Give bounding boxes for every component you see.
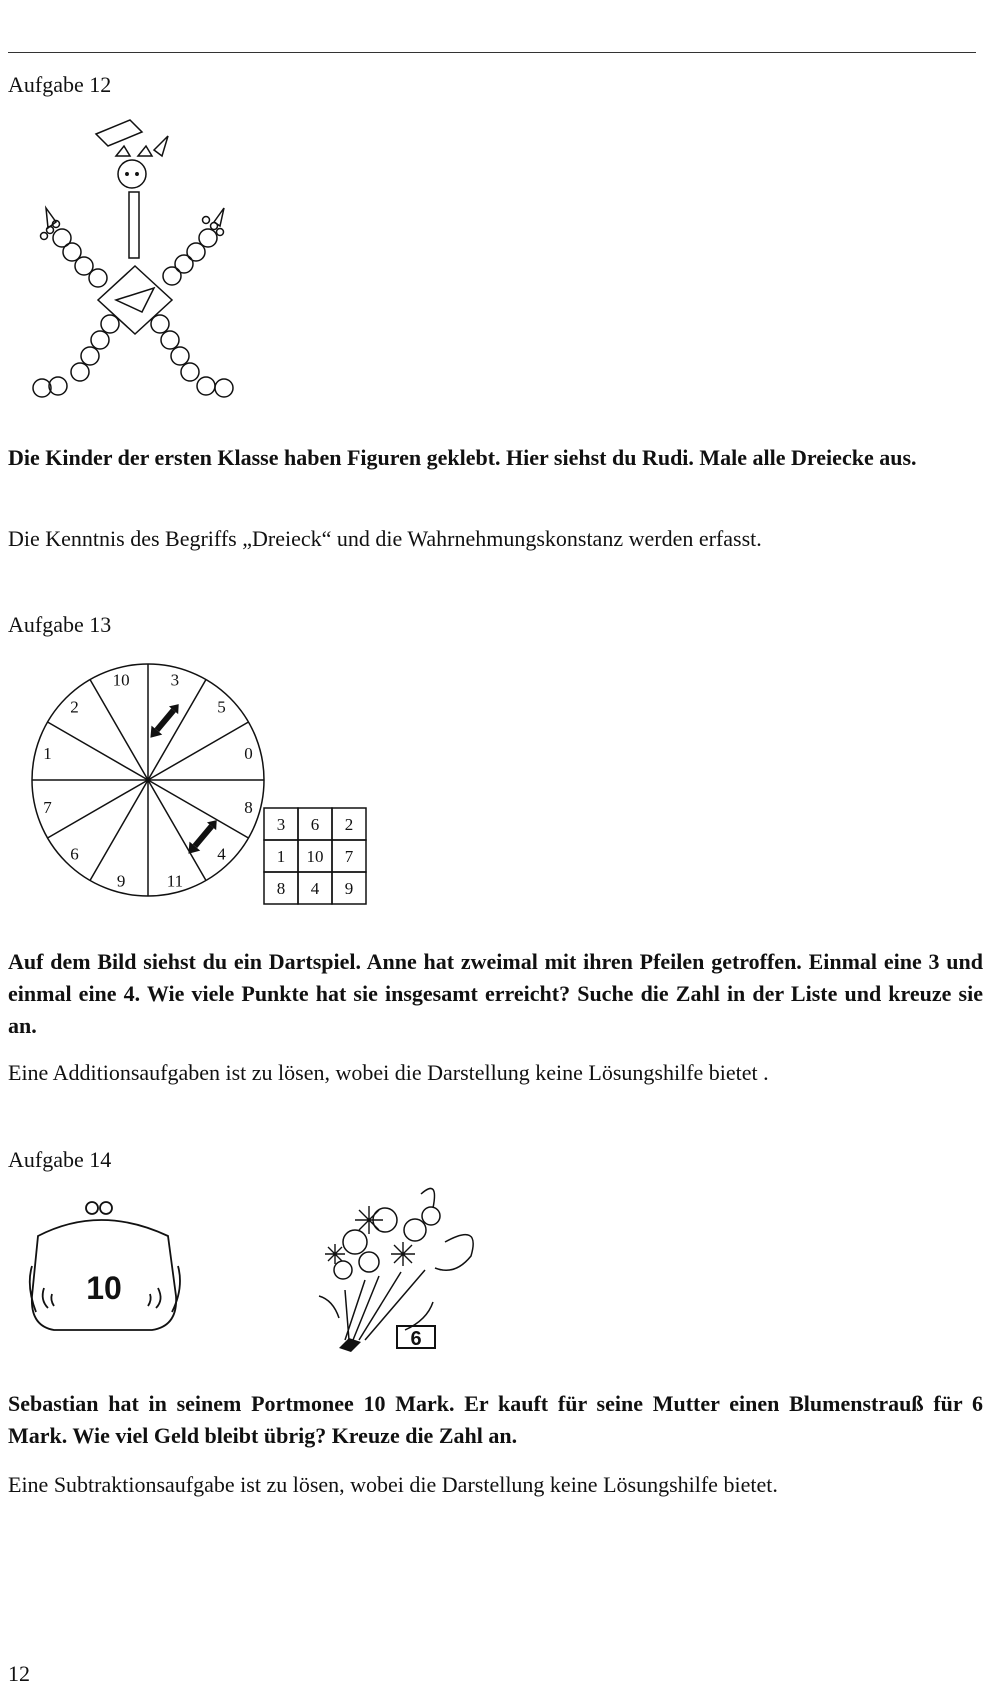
hand-triangle — [46, 208, 56, 228]
answer-grid — [264, 808, 366, 904]
dart-spoke — [48, 780, 148, 838]
dart-sector-label: 10 — [112, 670, 130, 690]
dart-spoke — [148, 780, 248, 838]
dart-wheel — [32, 664, 264, 896]
answer-cell-value: 6 — [310, 815, 320, 834]
ear-triangle — [138, 146, 152, 156]
ear-triangle — [154, 136, 168, 156]
head-circle — [118, 160, 146, 188]
hat-shape — [96, 120, 142, 146]
dart-spoke — [90, 780, 148, 880]
dart-sector-label: 2 — [70, 697, 79, 717]
answer-cell-value: 1 — [276, 847, 286, 866]
dart-sector-label: 7 — [43, 797, 52, 817]
answer-cell-value: 4 — [310, 879, 320, 898]
rudi-figure — [30, 112, 260, 412]
bouquet-figure — [305, 1180, 495, 1370]
body-diamond — [98, 266, 172, 334]
inner-triangle — [116, 288, 154, 312]
task-12-heading: Aufgabe 12 — [8, 72, 112, 97]
answer-cell-value: 8 — [276, 879, 286, 898]
eye — [126, 173, 128, 175]
dart-sector-label: 9 — [116, 871, 126, 891]
dart-sector-label: 3 — [170, 670, 180, 690]
task-12-question: Die Kinder der ersten Klasse haben Figuren geklebt. Hier siehst du Rudi. Male alle Dreiecke aus. — [8, 445, 917, 470]
dart-spoke — [148, 780, 206, 880]
answer-cell-value: 7 — [344, 847, 354, 866]
task-12-comment: Die Kenntnis des Begriffs „Dreieck“ und die Wahrnehmungskonstanz werden erfasst. — [8, 526, 762, 551]
body-rectangle — [129, 192, 139, 258]
purse-amount: 10 — [86, 1270, 122, 1306]
page-number: 12 — [8, 1661, 30, 1686]
task-13-heading: Aufgabe 13 — [8, 612, 112, 637]
answer-cell-value: 2 — [344, 815, 354, 834]
dartboard-figure — [30, 662, 380, 912]
task-14-heading: Aufgabe 14 — [8, 1147, 112, 1172]
flower-bouquet-icon — [319, 1188, 473, 1340]
flower-stars — [325, 1206, 415, 1266]
dart-sector-label: 6 — [70, 844, 79, 864]
task-13-question: Auf dem Bild siehst du ein Dartspiel. Anne hat zweimal mit ihren Pfeilen getroffen. Einmal eine 3 und einmal eine 4. Wie viele Punkte hat sie insgesamt erreicht? Suche die Zahl in der Liste und kreuze sie an. — [8, 949, 983, 1038]
dart-spoke — [148, 722, 248, 780]
dart-sector-label: 4 — [217, 844, 226, 864]
dart-sector-label: 11 — [166, 871, 184, 891]
task-14-comment: Eine Subtraktionsaufgabe ist zu lösen, wobei die Darstellung keine Lösungshilfe bietet. — [8, 1472, 778, 1497]
ear-triangle — [116, 146, 130, 156]
dart-sector-label: 5 — [217, 697, 226, 717]
dart-arrow-icon — [145, 700, 184, 743]
answer-cell-value: 10 — [306, 847, 324, 866]
eye — [136, 173, 138, 175]
header-rule — [8, 52, 976, 53]
answer-cell-value: 9 — [344, 879, 354, 898]
answer-cell-value: 3 — [276, 815, 286, 834]
dart-sector-label: 0 — [244, 744, 253, 764]
dart-spoke — [90, 680, 148, 780]
task-13-comment: Eine Additionsaufgaben ist zu lösen, wobei die Darstellung keine Lösungshilfe bietet . — [8, 1060, 769, 1085]
dart-sector-label: 8 — [244, 797, 253, 817]
dart-arrow-icon — [183, 816, 222, 859]
dart-spoke — [48, 722, 148, 780]
task-14-question: Sebastian hat in seinem Portmonee 10 Mark. Er kauft für seine Mutter einen Blumenstrauß für 6 Mark. Wie viel Geld bleibt übrig? Kreuze die Zahl an. — [8, 1391, 983, 1448]
bouquet-price: 6 — [410, 1328, 422, 1350]
dart-sector-label: 1 — [43, 744, 52, 764]
purse-figure — [20, 1196, 190, 1346]
